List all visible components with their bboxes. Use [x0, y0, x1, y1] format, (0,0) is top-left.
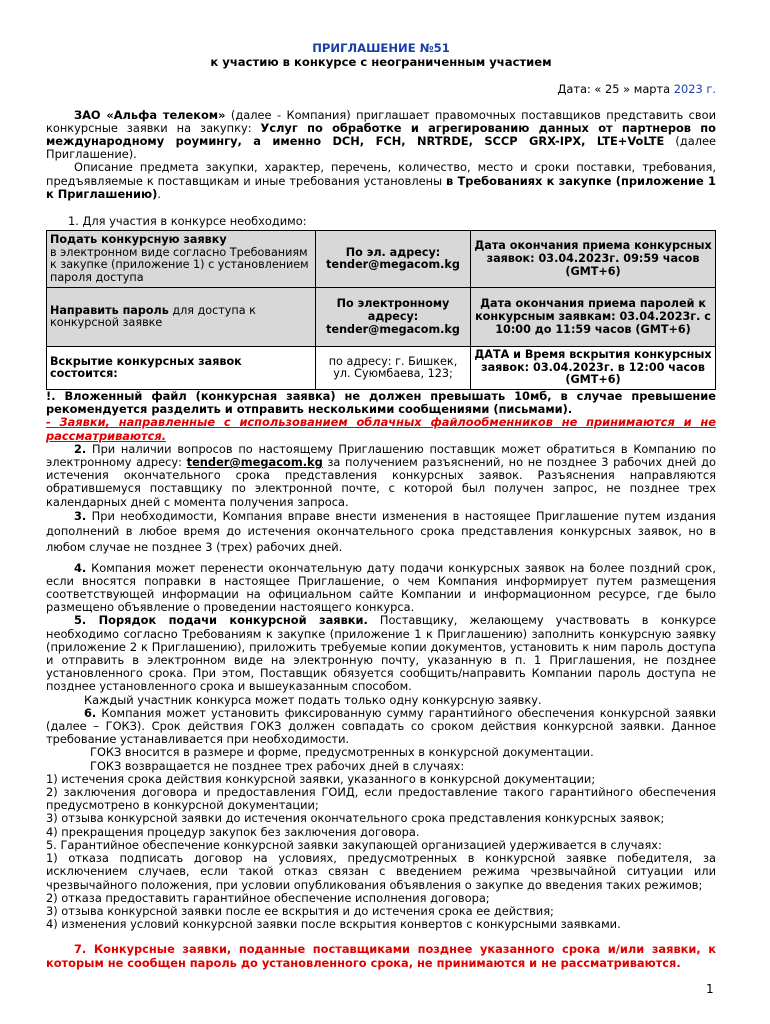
description-bold: в Требованиях к закупке (приложение 1 к Приглашению) [46, 173, 716, 201]
gokz-line: 2) отказа предоставить гарантийное обеспечение исполнения договора; [46, 890, 490, 905]
cell-bold: Направить пароль [50, 303, 169, 317]
section-5-note: Каждый участник конкурса может подать только одну конкурсную заявку. [84, 692, 542, 707]
cell-text: для доступа к конкурсной заявке [50, 303, 256, 330]
gokz-line: 3) отзыва конкурсной заявки после ее вскрытия и до истечения срока ее действия; [46, 903, 554, 918]
description-text: Описание предмета закупки, характер, перечень, количество, место и сроки поставки, требования, предъявляемые к поставщикам и иные требования установлены [46, 160, 716, 188]
section-5 [46, 614, 716, 693]
section-text: Поставщику, желающему участвовать в конкурсе необходимо согласно Требованиям к закупке (приложение 1 к Приглашению) заполнить конкурсную заявку (приложение 2 к Приглашению), приложить требуемые копии документов, установить к ним пароль доступа и отправить в электронном виде на электронную почту, указанную в п. 1 Приглашения, не позднее установленного срока. При этом, Поставщик обязуется сообщить/направить Компании пароль доступа не позднее установленного срока и вышеуказанным способом. [46, 613, 716, 694]
intro-subject: Услуг по обработке и агрегированию данных от партнеров по международному роумингу, а именно DCH, FCH, NRTRDE, SCCP GRX-IPX, LTE+VoLTE [46, 120, 716, 149]
intro-tail: (далее Приглашение). [46, 134, 716, 162]
table-cell [47, 288, 316, 347]
gokz-line: 1) отказа подписать договор на условиях, предусмотренных в конкурсной заявке победителя, за исключением случаев, если такой отказ связан с введением режима чрезвычайной ситуации или чрезвычайного положения, при условии опубликования объявления о закупке до введения таких режимов; [46, 851, 716, 892]
section-text: Компания может установить фиксированную сумму гарантийного обеспечения конкурсной заявки (далее – ГОКЗ). Срок действия ГОКЗ должен совпадать со сроком действия конкурсной заявки. Данное требование устанавливается при необходимости. [46, 705, 716, 747]
gokz-line: ГОКЗ вносится в размере и форме, предусмотренных в конкурсной документации. [90, 745, 594, 760]
email-link[interactable]: tender@megacom.kg [186, 455, 323, 470]
page-number: 1 [706, 982, 714, 996]
table-cell: Вскрытие конкурсных заявок состоится: [47, 347, 316, 390]
table-row [47, 347, 716, 390]
gokz-line: 2) заключения договора и предоставления ГОИД, если предоставление такого гарантийного обеспечения предусмотрено в конкурсной документации; [46, 785, 716, 813]
table-cell [316, 231, 471, 288]
gokz-line: 4) изменения условий конкурсной заявки после вскрытия конвертов с конкурсными заявками. [46, 917, 621, 932]
section-text: Компания может перенести окончательную дату подачи конкурсных заявок на более поздний срок, если вносятся поправки в настоящее Приглашение, о чем Компания информирует путем размещения соответствующей информации на официальном сайте Компании и информационном ресурсе, где было размещено объявление о проведении настоящего конкурса. [46, 560, 716, 615]
date-year: 2023 г. [673, 82, 716, 97]
section-3 [46, 509, 716, 556]
section1-heading: 1. Для участия в конкурсе необходимо: [68, 214, 307, 229]
intro-paragraph [46, 109, 716, 162]
gokz-line: 1) истечения срока действия конкурсной заявки, указанного в конкурсной документации; [46, 771, 596, 786]
section-text: за получением разъяснений, но не позднее 3 рабочих дней до истечения окончательного срока представления конкурсных заявок. Разъяснения направляются обратившемуся поставщику по электронной почте, с которой был получен запрос, не позднее трех календарных дней с момента получения запроса. [46, 455, 716, 509]
gokz-line: 3) отзыва конкурсной заявки до истечения окончательного срока представления конкурсных заявок; [46, 811, 665, 826]
section-heading: 5. Порядок подачи конкурсной заявки. [74, 613, 368, 628]
description-paragraph [46, 161, 716, 201]
date-prefix: Дата: « 25 » марта [557, 82, 671, 97]
cell-bold: Подать конкурсную заявку [50, 233, 227, 247]
section-number: 4. [74, 560, 87, 575]
intro-text: (далее - Компания) приглашает правомочных поставщиков представить свои конкурсные заявки на закупку: [46, 107, 716, 135]
table-cell: по адресу: г. Бишкек, ул. Суюмбаева, 123; [316, 347, 471, 390]
description-end: . [157, 186, 161, 201]
table-cell: Дата окончания приема паролей к конкурсным заявкам: 03.04.2023г. с 10:00 до 11:59 часов (GMT+6) [471, 288, 716, 347]
section-text: При наличии вопросов по настоящему Приглашению поставщик может обратиться в Компанию по электронному адресу: [46, 441, 716, 470]
cell-text: в электронном виде согласно Требованиям к закупке (приложение 1) с установлением пароля доступа [50, 245, 309, 284]
gokz-line: 4) прекращения процедур закупок без заключения договора. [46, 824, 420, 839]
requirements-table [46, 230, 716, 390]
cell-email: tender@megacom.kg [326, 258, 460, 272]
document-subtitle: к участию в конкурсе с неограниченным участием [210, 55, 552, 70]
document-date [46, 83, 716, 96]
section-number: 7. [74, 942, 87, 957]
table-row [47, 288, 716, 347]
section-4 [46, 562, 716, 615]
section-text: При необходимости, Компания вправе внести изменения в настоящее Приглашение путем издания дополнений в любое время до истечения окончательного срока представления конкурсных заявок, но в любом случае не позднее 3 (трех) рабочих дней. [46, 508, 716, 555]
section-6 [46, 707, 716, 747]
gokz-line: 5. Гарантийное обеспечение конкурсной заявки закупающей организацией удерживается в случаях: [46, 837, 662, 852]
section-text: Конкурсные заявки, поданные поставщиками позднее указанного срока и/или заявки, к которым не сообщен пароль до установленного срока, не принимаются и не рассматриваются. [46, 942, 716, 970]
section-2 [46, 443, 716, 509]
gokz-line: ГОКЗ возвращается не позднее трех рабочих дней в случаях: [90, 758, 465, 773]
section-number: 6. [84, 705, 97, 720]
document-page [46, 40, 716, 970]
table-cell: ДАТА и Время вскрытия конкурсных заявок: 03.04.2023г. в 12:00 часов (GMT+6) [471, 347, 716, 390]
table-row [47, 231, 716, 288]
section-number: 3. [74, 508, 87, 523]
section-7 [46, 943, 716, 969]
cell-text: По эл. адресу: [345, 245, 441, 259]
company-name: ЗАО «Альфа телеком» [74, 107, 226, 122]
cloud-warning: - Заявки, направленные с использованием облачных файлообменников не принимаются и не рассматриваются. [46, 415, 716, 443]
section-number: 2. [74, 441, 87, 456]
document-title: ПРИГЛАШЕНИЕ №51 [312, 41, 450, 55]
table-cell: Дата окончания приема конкурсных заявок: 03.04.2023г. 09:59 часов (GMT+6) [471, 231, 716, 288]
table-cell [47, 231, 316, 288]
table-cell: По электронному адресу: tender@megacom.kg [316, 288, 471, 347]
file-size-warning: !. Вложенный файл (конкурсная заявка) не должен превышать 10мб, в случае превышение рекомендуется разделить и отправить несколькими сообщениями (письмами). [46, 389, 716, 417]
